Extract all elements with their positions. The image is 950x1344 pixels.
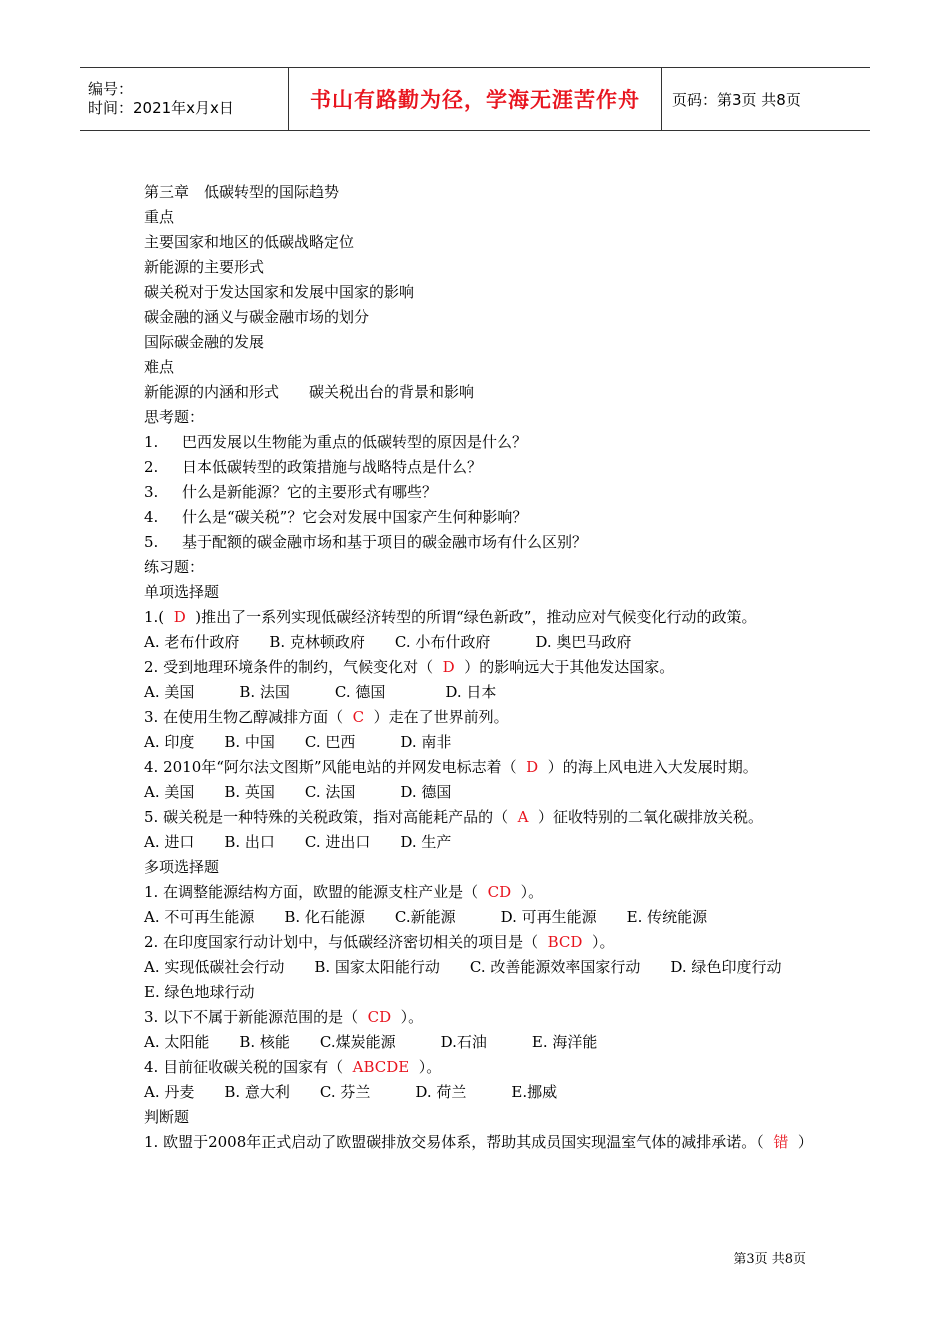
key-point: 主要国家和地区的低碳战略定位: [144, 233, 355, 251]
question-options: A. 老布什政府 B. 克林顿政府 C. 小布什政府 D. 奥巴马政府: [144, 633, 632, 651]
question-text: 1. 欧盟于2008年正式启动了欧盟碳排放交易体系，帮助其成员国实现温室气体的减排承诺。: [144, 1133, 757, 1151]
page-header: [80, 67, 870, 131]
question-options: A. 美国 B. 法国 C. 德国 D. 日本: [144, 683, 497, 701]
judge-heading: 判断题: [144, 1108, 190, 1126]
key-point: 新能源的主要形式: [144, 258, 265, 276]
question-text: 巴西发展以生物能为重点的低碳转型的原因是什么？: [182, 433, 528, 451]
key-point: 碳金融的涵义与碳金融市场的划分: [144, 308, 370, 326]
question-stem-end: ）。: [511, 883, 544, 901]
multi-choice-list: [144, 880, 827, 1105]
single-question: [144, 605, 816, 630]
thinking-question: [144, 430, 816, 455]
question-stem-end: ）。: [582, 933, 615, 951]
multi-question: [144, 1005, 816, 1030]
question-stem-start: 4. 目前征收碳关税的国家有（: [144, 1058, 353, 1076]
single-question: [144, 805, 816, 830]
single-question: [144, 705, 816, 730]
question-stem-start: 1.(: [144, 608, 174, 626]
question-number: 1.: [144, 433, 159, 451]
key-point: 国际碳金融的发展: [144, 333, 265, 351]
answer-mark: 错: [773, 1133, 789, 1151]
single-question: [144, 755, 816, 780]
question-text: 什么是“碳关税”？它会对发展中国家产生何种影响？: [182, 508, 528, 526]
question-stem-end: ）的海上风电进入大发展时期。: [538, 758, 758, 776]
judge-question: [144, 1130, 816, 1155]
question-stem-end: ）。: [391, 1008, 424, 1026]
chapter-title: 第三章 低碳转型的国际趋势: [144, 183, 340, 201]
difficulties-heading: 难点: [144, 358, 175, 376]
multi-question: [144, 880, 816, 905]
header-motto: 书山有路勤为径，学海无涯苦作舟: [310, 88, 640, 112]
answer-close: ）: [788, 1133, 813, 1151]
single-choice-heading: 单项选择题: [144, 583, 220, 601]
key-points-list: [144, 230, 816, 355]
question-options: A. 印度 B. 中国 C. 巴西 D. 南非: [144, 733, 452, 751]
question-stem-end: )推出了一系列实现低碳经济转型的所谓“绿色新政”，推动应对气候变化行动的政策。: [185, 608, 757, 626]
answer-mark: A: [517, 808, 529, 826]
thinking-question: [144, 480, 816, 505]
document-id-label: 编号：: [88, 80, 134, 98]
question-options: A. 美国 B. 英国 C. 法国 D. 德国: [144, 783, 452, 801]
answer-mark: CD: [367, 1008, 392, 1026]
answer-open: （: [756, 1133, 774, 1151]
document-body: [144, 180, 827, 1155]
answer-mark: ABCDE: [352, 1058, 410, 1076]
question-options: A. 进口 B. 出口 C. 进出口 D. 生产: [144, 833, 452, 851]
question-stem-start: 4. 2010年“阿尔法文图斯”风能电站的并网发电标志着（: [144, 758, 527, 776]
question-options: A. 实现低碳社会行动 B. 国家太阳能行动 C. 改善能源效率国家行动 D. 绿色印度行动 E. 绿色地球行动: [144, 958, 827, 1001]
thinking-heading: 思考题：: [144, 408, 205, 426]
thinking-question: [144, 505, 816, 530]
multi-question: [144, 1055, 816, 1080]
question-stem-end: ）。: [409, 1058, 442, 1076]
question-stem-start: 1. 在调整能源结构方面，欧盟的能源支柱产业是（: [144, 883, 488, 901]
header-motto-cell: [288, 68, 662, 130]
question-stem-end: ）征收特别的二氧化碳排放关税。: [528, 808, 764, 826]
multi-question: [144, 930, 816, 955]
question-number: 4.: [144, 508, 159, 526]
question-number: 2.: [144, 458, 159, 476]
page-footer: 第3页 共8页: [733, 1252, 806, 1267]
key-points-heading: 重点: [144, 208, 175, 226]
thinking-list: [144, 430, 816, 555]
difficulties-text: 新能源的内涵和形式 碳关税出台的背景和影响: [144, 383, 475, 401]
single-choice-list: [144, 605, 816, 855]
exercise-heading: 练习题：: [144, 558, 205, 576]
question-stem-start: 3. 以下不属于新能源范围的是（: [144, 1008, 368, 1026]
header-page-number: 页码：第3页 共8页: [672, 90, 801, 109]
question-stem-start: 3. 在使用生物乙醇减排方面（: [144, 708, 353, 726]
document-date: 时间：2021年x月x日: [88, 99, 234, 117]
answer-mark: D: [526, 758, 539, 776]
single-question: [144, 655, 816, 680]
question-stem-end: ）走在了世界前列。: [364, 708, 509, 726]
answer-mark: C: [352, 708, 365, 726]
question-number: 5.: [144, 533, 159, 551]
question-options: A. 丹麦 B. 意大利 C. 芬兰 D. 荷兰 E.挪威: [144, 1083, 558, 1101]
judge-list: [144, 1130, 816, 1155]
question-stem-start: 2. 受到地理环境条件的制约，气候变化对（: [144, 658, 443, 676]
question-stem-start: 5. 碳关税是一种特殊的关税政策，指对高能耗产品的（: [144, 808, 518, 826]
question-options: A. 不可再生能源 B. 化石能源 C.新能源 D. 可再生能源 E. 传统能源: [144, 908, 708, 926]
thinking-question: [144, 455, 816, 480]
header-meta: [80, 68, 288, 130]
answer-mark: BCD: [547, 933, 583, 951]
question-text: 基于配额的碳金融市场和基于项目的碳金融市场有什么区别？: [182, 533, 588, 551]
answer-mark: CD: [487, 883, 512, 901]
question-stem-end: ）的影响远大于其他发达国家。: [454, 658, 675, 676]
answer-mark: D: [442, 658, 455, 676]
question-stem-start: 2. 在印度国家行动计划中，与低碳经济密切相关的项目是（: [144, 933, 548, 951]
multi-choice-heading: 多项选择题: [144, 858, 220, 876]
thinking-question: [144, 530, 816, 555]
question-text: 日本低碳转型的政策措施与战略特点是什么？: [182, 458, 483, 476]
answer-mark: D: [173, 608, 186, 626]
key-point: 碳关税对于发达国家和发展中国家的影响: [144, 283, 415, 301]
header-page-cell: [662, 68, 870, 130]
question-options: A. 太阳能 B. 核能 C.煤炭能源 D.石油 E. 海洋能: [144, 1033, 598, 1051]
question-number: 3.: [144, 483, 159, 501]
question-text: 什么是新能源？它的主要形式有哪些？: [182, 483, 438, 501]
